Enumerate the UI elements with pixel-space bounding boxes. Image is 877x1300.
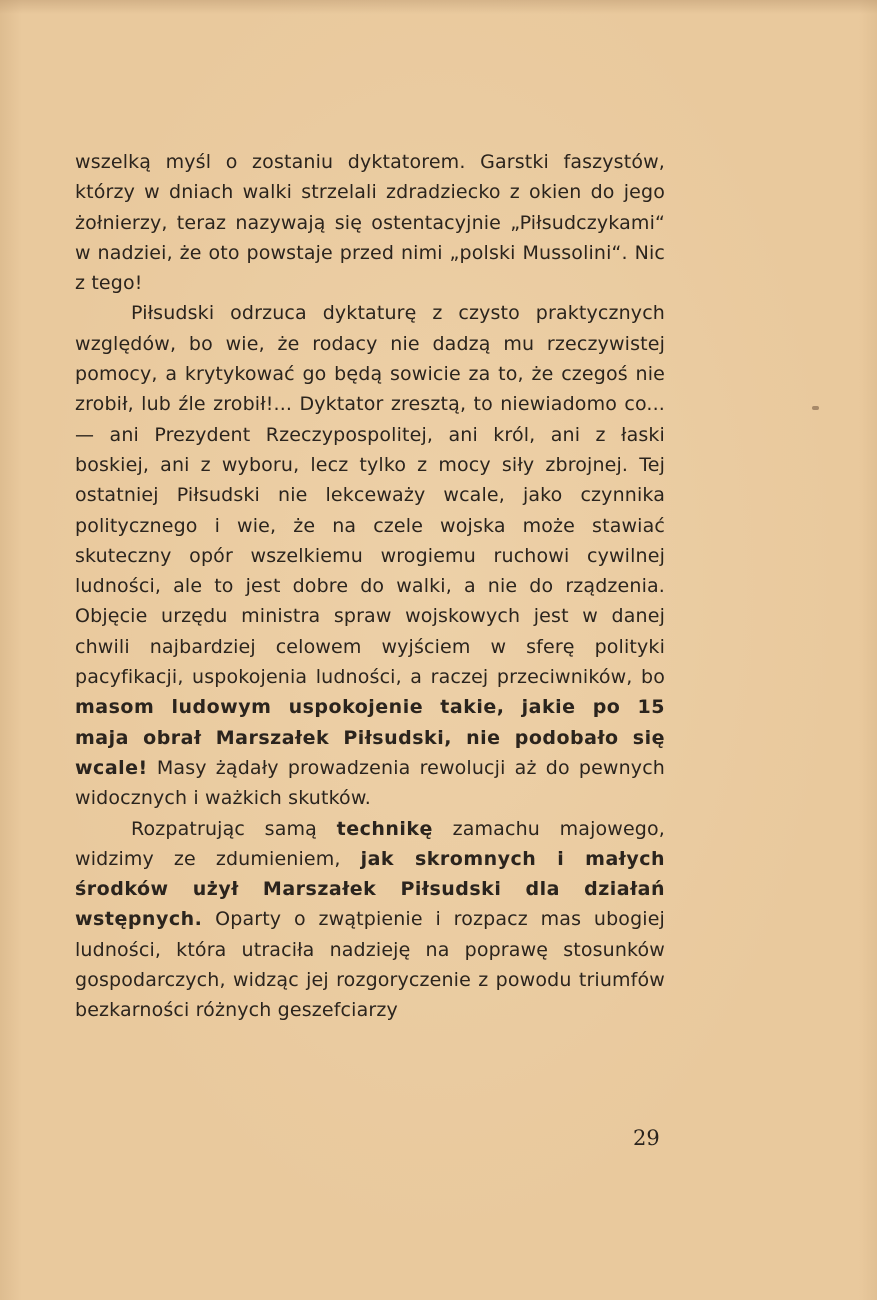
paragraph-3-emphasis-1: technikę <box>336 817 433 840</box>
paragraph-1-segment-1: wszelką myśl o zostaniu dyktatorem. Garstki faszystów, którzy w dniach walki strzelali zdradziecko z okien do jego żołnierzy, teraz nazywają się ostentacyjnie „Piłsudczykami“ w nadziei, że oto powstaje przed nimi „polski Mussolini“. Nic z tego! <box>75 151 665 295</box>
paragraph-3-segment-3: zamachu majowego, widzimy ze zdumieniem, <box>75 817 665 870</box>
page-number: 29 <box>633 1126 660 1150</box>
paragraph-2-segment-3: Masy żądały prowadzenia rewolucji aż do pewnych widocznych i ważkich skutków. <box>75 756 665 810</box>
paper-speck <box>812 406 819 410</box>
paragraph-3-segment-1: Rozpatrując samą <box>131 817 337 840</box>
paragraph-1 <box>75 147 665 298</box>
paragraph-2 <box>75 298 665 813</box>
paragraph-3 <box>75 814 665 1026</box>
paragraph-3-emphasis-2: jak skromnych i małych środków użył Marszałek Piłsudski dla działań wstępnych. <box>75 847 665 931</box>
paragraph-2-segment-1: Piłsudski odrzuca dyktaturę z czysto praktycznych względów, bo wie, że rodacy nie dadzą mu rzeczywistej pomocy, a krytykować go będą sowicie za to, że czegoś nie zrobił, lub źle zrobił!... Dyktator zresztą, to niewiadomo co... — ani Prezydent Rzeczypospolitej, ani król, ani z łaski boskiej, ani z wyboru, lecz tylko z mocy siły zbrojnej. Tej ostatniej Piłsudski nie lekceważy wcale, jako czynnika politycznego i wie, że na czele wojska może stawiać skuteczny opór wszelkiemu wrogiemu ruchowi cywilnej ludności, ale to jest dobre do walki, a nie do rządzenia. Objęcie urzędu ministra spraw wojskowych jest w danej chwili najbardziej celowem wyjściem w sferę polityki pacyfikacji, uspokojenia ludności, a raczej przeciwników, bo <box>75 302 665 689</box>
body-text <box>75 147 665 1026</box>
paragraph-2-emphasis-1: masom ludowym uspokojenie takie, jakie po 15 maja obrał Marszałek Piłsudski, nie podobało się wcale! <box>75 696 665 779</box>
paragraph-3-segment-5: Oparty o zwątpienie i rozpacz mas ubogiej ludności, która utraciła nadzieję na poprawę stosunków gospodarczych, widząc jej rozgoryczenie z powodu triumfów bezkarności różnych geszefciarzy <box>75 908 665 1022</box>
